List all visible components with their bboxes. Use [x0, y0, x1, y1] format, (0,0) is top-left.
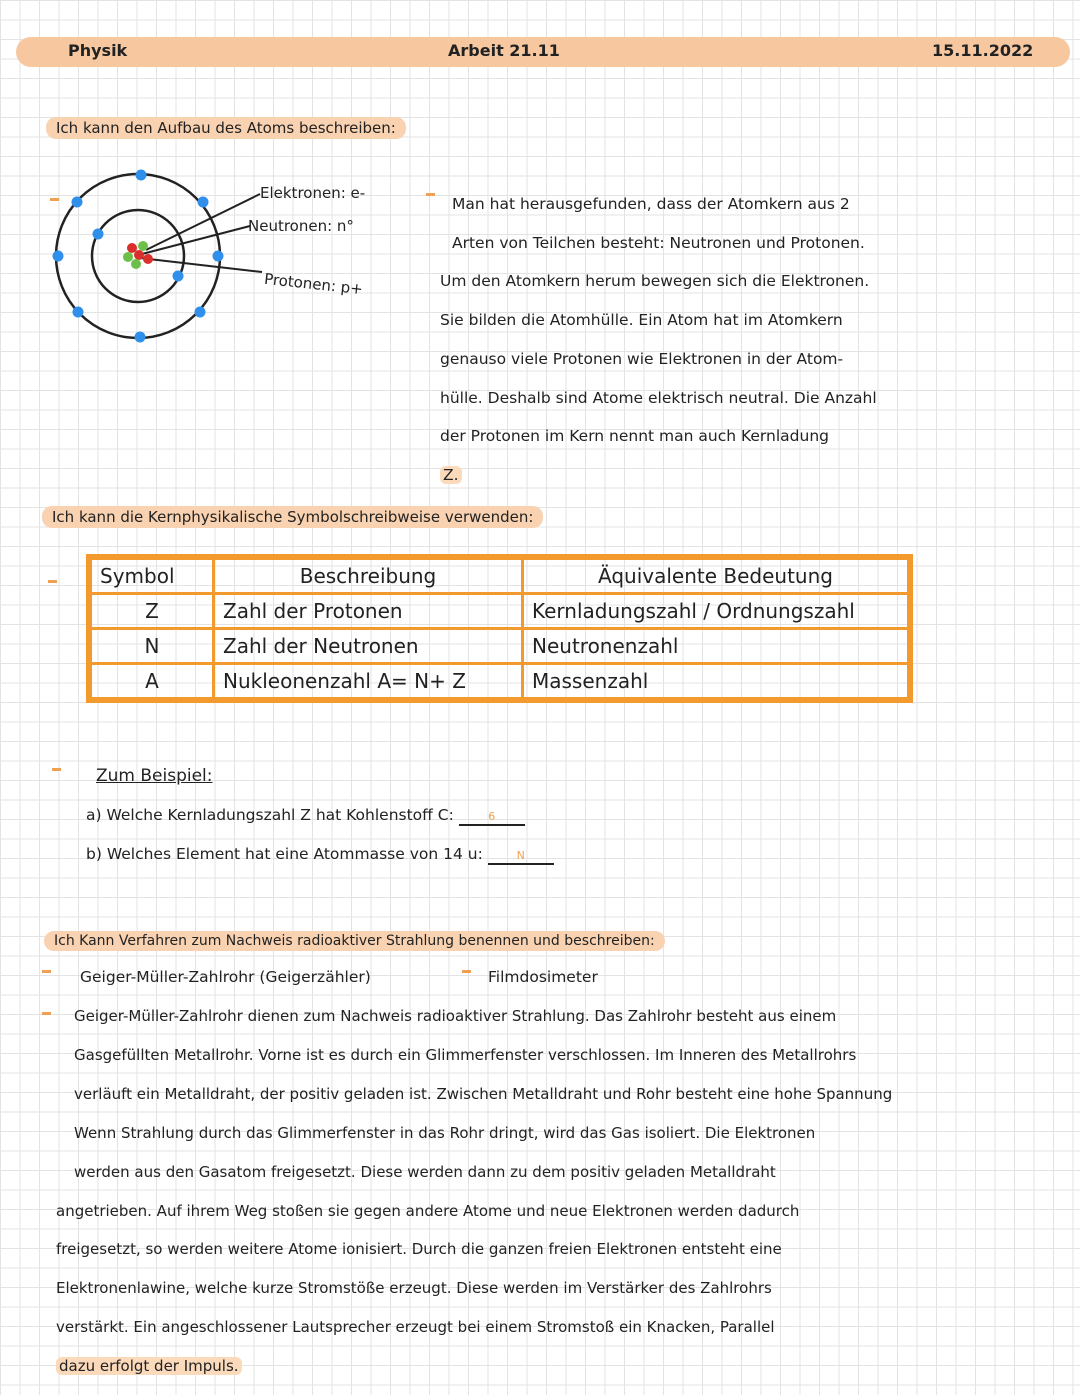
table-cell: Neutronenzahl: [523, 629, 911, 664]
bullet-dash: [426, 193, 435, 196]
subject-label: Physik: [68, 41, 128, 60]
method-1: Geiger-Müller-Zahlrohr (Geigerzähler): [80, 968, 371, 986]
table-row: [89, 629, 910, 664]
neutron-dot: [131, 259, 141, 269]
para1-line: Z.: [440, 466, 462, 484]
para1-line: Man hat herausgefunden, dass der Atomkern aus 2: [452, 195, 850, 213]
atom-description: [440, 185, 1040, 495]
table-cell: Massenzahl: [523, 664, 911, 701]
example-a: [86, 806, 525, 826]
para3-line: verstärkt. Ein angeschlossener Lautsprecher erzeugt bei einem Stromstoß ein Knacken, Parallel: [56, 1318, 775, 1337]
proton-dot: [143, 254, 153, 264]
para3-line: Gasgefüllten Metallrohr. Vorne ist es durch ein Glimmerfenster verschlossen. Im Inneren des Metallrohrs: [74, 1045, 857, 1064]
answer-a: 6: [459, 810, 525, 826]
table-row: [89, 594, 910, 629]
para3-line: freigesetzt, so werden weitere Atome ionisiert. Durch die ganzen freien Elektronen entsteht eine: [56, 1240, 782, 1259]
table-cell: Zahl der Neutronen: [214, 629, 523, 664]
example-b: [86, 845, 554, 865]
para1-line: genauso viele Protonen wie Elektronen in der Atom-: [440, 349, 844, 368]
table-header-row: [89, 557, 910, 594]
question-b: b) Welches Element hat eine Atommasse von 14 u:: [86, 845, 483, 863]
para1-line: Arten von Teilchen besteht: Neutronen und Protonen.: [452, 233, 865, 252]
bullet-dash: [462, 970, 471, 973]
table-cell: A: [89, 664, 214, 701]
section3-title: Ich Kann Verfahren zum Nachweis radioaktiver Strahlung benennen und beschreiben:: [44, 931, 665, 951]
proton-pointer: [140, 258, 262, 272]
bullet-dash: [52, 768, 61, 771]
geiger-description: [56, 997, 1076, 1386]
table-cell: Kernladungszahl / Ordnungszahl: [523, 594, 911, 629]
symbol-table: [86, 554, 913, 703]
electron-dot: [213, 251, 224, 262]
para3-line: werden aus den Gasatom freigesetzt. Diese werden dann zu dem positiv geladen Metalldraht: [74, 1162, 776, 1181]
table-header: Symbol: [89, 557, 214, 594]
method-2: Filmdosimeter: [488, 968, 598, 986]
table-row: [89, 664, 910, 701]
electron-label: Elektronen: e-: [260, 184, 366, 202]
electron-dot: [136, 170, 147, 181]
para3-line: Elektronenlawine, welche kurze Stromstöße erzeugt. Diese werden im Verstärker des Zahlrohrs: [56, 1279, 772, 1298]
para1-line: hülle. Deshalb sind Atome elektrisch neutral. Die Anzahl: [440, 388, 877, 407]
table-cell: Z: [89, 594, 214, 629]
proton-dot: [134, 250, 144, 260]
header-bar: [16, 37, 1070, 67]
neutron-dot: [123, 252, 133, 262]
para1-line: der Protonen im Kern nennt man auch Kernladung: [440, 427, 829, 446]
neutron-dot: [138, 241, 148, 251]
table-cell: Zahl der Protonen: [214, 594, 523, 629]
table-cell: N: [89, 629, 214, 664]
electron-dot: [53, 251, 64, 262]
proton-label: Protonen: p+: [263, 269, 364, 299]
table-header: Äquivalente Bedeutung: [523, 557, 911, 594]
question-a: a) Welche Kernladungszahl Z hat Kohlenstoff C:: [86, 806, 454, 824]
bullet-dash: [42, 1012, 51, 1015]
electron-dot: [73, 307, 84, 318]
neutron-label: Neutronen: n°: [248, 217, 354, 235]
section1-title: Ich kann den Aufbau des Atoms beschreiben:: [46, 117, 406, 139]
electron-dot: [195, 307, 206, 318]
para1-line: Um den Atomkern herum bewegen sich die Elektronen.: [440, 272, 870, 291]
bullet-dash: [42, 970, 51, 973]
para3-line: verläuft ein Metalldraht, der positiv geladen ist. Zwischen Metalldraht und Rohr besteht eine hohe Spannung: [74, 1084, 893, 1103]
para3-line: Geiger-Müller-Zahlrohr dienen zum Nachweis radioaktiver Strahlung. Das Zahlrohr besteht aus einem: [74, 1007, 837, 1025]
test-label: Arbeit 21.11: [448, 41, 560, 60]
para3-line: dazu erfolgt der Impuls.: [56, 1357, 242, 1375]
bullet-dash: [48, 580, 57, 583]
electron-dot: [72, 197, 83, 208]
section2-title: Ich kann die Kernphysikalische Symbolschreibweise verwenden:: [42, 506, 543, 528]
para3-line: angetrieben. Auf ihrem Weg stoßen sie gegen andere Atome und neue Elektronen werden dadurch: [56, 1201, 800, 1220]
table-cell: Nukleonenzahl A= N+ Z: [214, 664, 523, 701]
example-title: Zum Beispiel:: [96, 766, 213, 786]
neutron-pointer: [142, 226, 250, 254]
para1-line: Sie bilden die Atomhülle. Ein Atom hat im Atomkern: [440, 311, 843, 330]
nucleus: [123, 241, 153, 269]
electron-dot: [198, 197, 209, 208]
electron-dot: [93, 229, 104, 240]
electron-dot: [135, 332, 146, 343]
table-header: Beschreibung: [214, 557, 523, 594]
answer-b: N: [488, 849, 554, 865]
electron-dot: [173, 271, 184, 282]
para3-line: Wenn Strahlung durch das Glimmerfenster in das Rohr dringt, wird das Gas isoliert. Die Elektronen: [74, 1123, 816, 1142]
date-label: 15.11.2022: [932, 41, 1034, 60]
